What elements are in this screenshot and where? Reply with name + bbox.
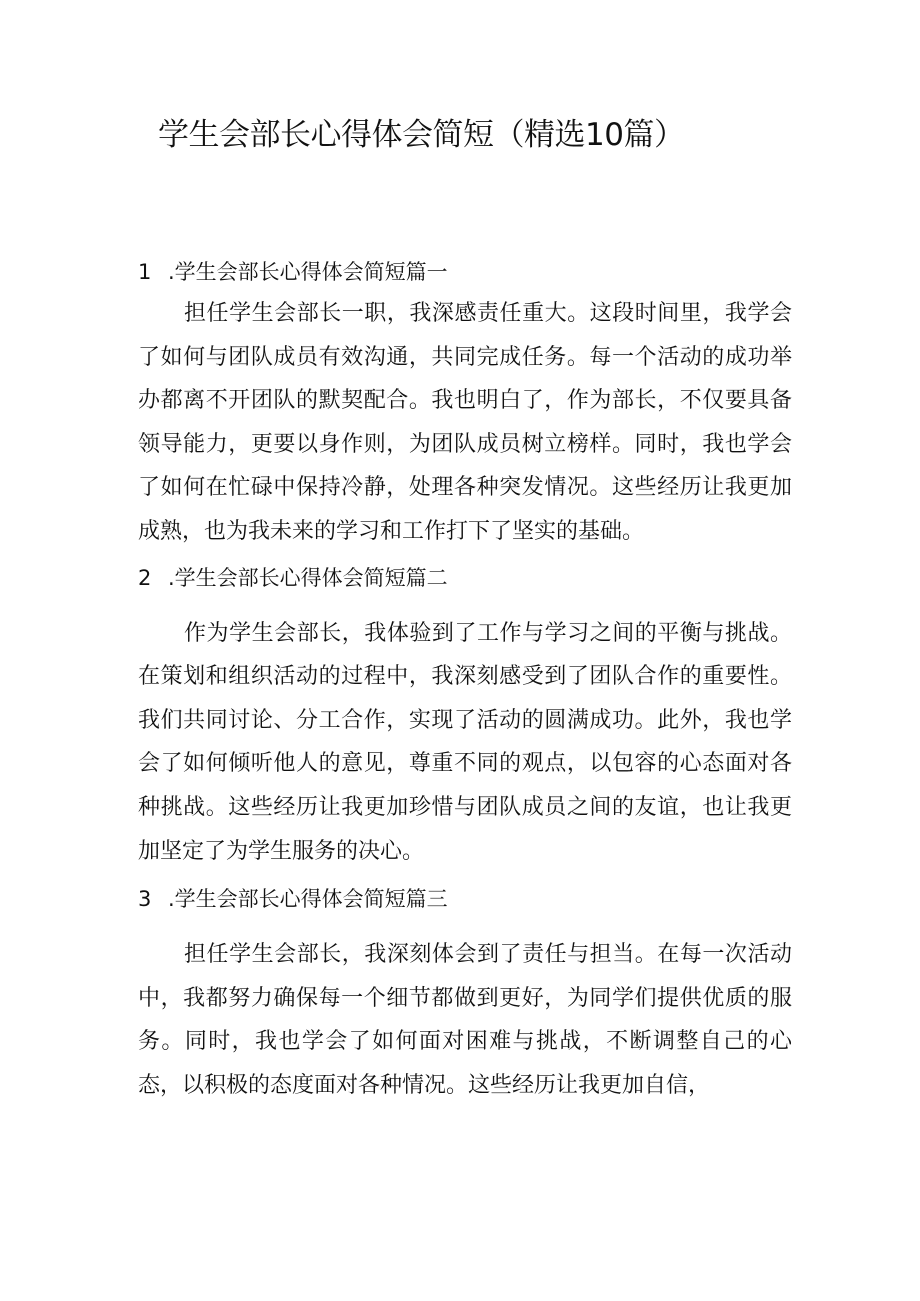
section-heading: [138, 252, 792, 292]
section-3: [138, 879, 792, 1107]
section-heading-text: .学生会部长心得体会简短篇二: [168, 565, 448, 590]
section-number: 2: [138, 565, 152, 590]
section-paragraph: 担任学生会部长一职，我深感责任重大。这段时间里，我学会了如何与团队成员有效沟通，共同完成任务。每一个活动的成功举办都离不开团队的默契配合。我也明白了，作为部长，不仅要具备领导能力，更要以身作则，为团队成员树立榜样。同时，我也学会了如何在忙碌中保持冷静，处理各种突发情况。这些经历让我更加成熟，也为我未来的学习和工作打下了坚实的基础。: [138, 301, 792, 544]
section-heading: [138, 558, 792, 598]
section-1: [138, 252, 792, 554]
section-heading-text: .学生会部长心得体会简短篇三: [168, 887, 448, 912]
section-paragraph: 作为学生会部长，我体验到了工作与学习之间的平衡与挑战。在策划和组织活动的过程中，我深刻感受到了团队合作的重要性。我们共同讨论、分工合作，实现了活动的圆满成功。此外，我也学会了如何倾听他人的意见，尊重不同的观点，以包容的心态面对各种挑战。这些经历让我更加珍惜与团队成员之间的友谊，也让我更加坚定了为学生服务的决心。: [138, 620, 792, 864]
section-heading: [138, 879, 792, 919]
section-number: 3: [138, 887, 152, 912]
section-heading-text: .学生会部长心得体会简短篇一: [168, 260, 448, 284]
section-number: 1: [138, 260, 152, 284]
document-body: [138, 252, 792, 1108]
document-title: 学生会部长心得体会简短（精选10篇）: [158, 117, 685, 153]
section-paragraph: 担任学生会部长，我深刻体会到了责任与担当。在每一次活动中，我都努力确保每一个细节都做到更好，为同学们提供优质的服务。同时，我也学会了如何面对困难与挑战，不断调整自己的心态，以积极的态度面对各种情况。这些经历让我更加自信，: [138, 942, 792, 1098]
section-2: [138, 558, 792, 874]
